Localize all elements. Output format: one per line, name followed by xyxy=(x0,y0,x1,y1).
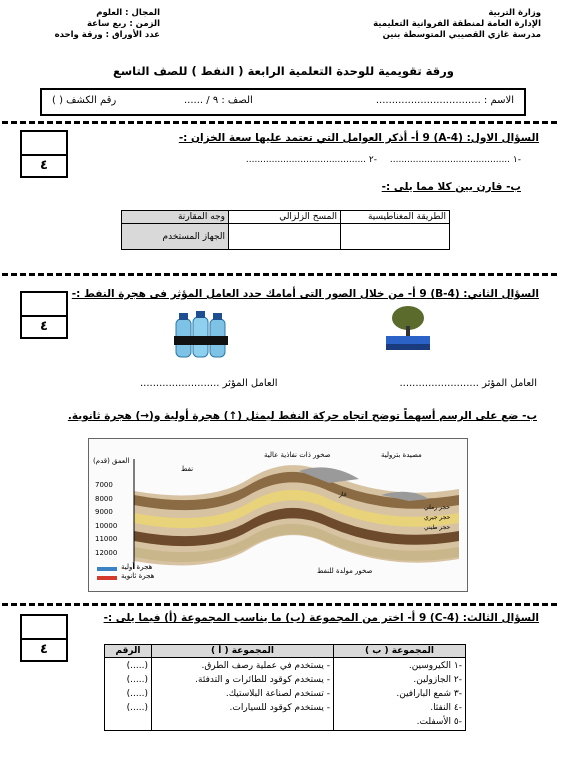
q1-score-value: ٤ xyxy=(40,158,48,173)
legend-primary-label: هجرة أولية xyxy=(121,563,153,571)
q2-score-box xyxy=(20,291,68,339)
group-a-item: - تستخدم لصناعة البلاستيك. xyxy=(225,689,330,699)
q1-part-b: ب- قارن بين كلا مما يلى :- xyxy=(381,181,521,193)
label-cap-rock: صخور ذات نفاذية عالية xyxy=(264,451,331,459)
q3-heading: السؤال الثالث: (C-4) 9 أ- اختر من المجموعة (ب) ما يناسب المجموعة (أ) فيما يلى :- xyxy=(103,612,539,624)
group-b-item: -١ الكيروسين. xyxy=(408,661,462,671)
sediment-pressure-image xyxy=(384,304,432,354)
table-cell-answer[interactable] xyxy=(229,224,341,250)
student-name-field[interactable]: الاسم : ................................. xyxy=(375,95,514,106)
q3-score-box xyxy=(20,614,68,662)
q1-score-box xyxy=(20,130,68,178)
group-a-item: - يستخدم كوقود للطائرات و التدفئة. xyxy=(195,675,330,685)
q2-score-value: ٤ xyxy=(40,319,48,334)
header-left xyxy=(30,8,160,41)
q1-heading: السؤال الاول: (A-4) 9 أ- أذكر العوامل التي تعتمد عليها سعة الخزان :- xyxy=(178,132,539,144)
label-source-rock: صخور مولدة للنفط xyxy=(317,567,373,575)
group-a-text: تستخدم لصناعة البلاستيك. xyxy=(225,689,324,699)
group-a-text: يستخدم في عملية رصف الطرق. xyxy=(201,661,324,671)
depth-tick: 12000 xyxy=(95,548,118,557)
q1-answer-line-1[interactable]: -١ .......................................... xyxy=(389,155,521,165)
table-header: المسح الزلزالي xyxy=(229,211,341,224)
label-oil: نفط xyxy=(181,465,194,473)
label-trap: مصيدة بترولية xyxy=(381,451,422,459)
page-title: ورقة تقويمية للوحدة التعلمية الرابعة ( النفط ) للصف التاسع xyxy=(113,64,454,78)
student-class-field[interactable]: الصف : ٩ / ...... xyxy=(184,95,253,106)
number-column xyxy=(105,658,152,731)
label-gas: غاز xyxy=(339,491,347,498)
depth-tick: 10000 xyxy=(95,521,118,530)
table-cell-answer[interactable] xyxy=(341,224,450,250)
table-header: الرقم xyxy=(105,645,152,658)
label-sandstone: حجر رملي xyxy=(424,504,450,511)
comparison-table xyxy=(121,210,450,250)
header-right-line: مدرسة غازي القصيبي المتوسطة بنين xyxy=(382,30,541,40)
table-header: الطريقة المغناطيسية xyxy=(341,211,450,224)
label-shale: حجر طيني xyxy=(424,524,451,531)
group-b-item: -٣ شمع البارافين. xyxy=(396,689,462,699)
group-b-column xyxy=(334,658,466,731)
group-a-item: - يستخدم في عملية رصف الطرق. xyxy=(201,661,330,671)
table-header: المجموعة ( ب ) xyxy=(334,645,466,658)
student-info-box xyxy=(40,88,526,116)
header-left-line: الزمن : ربع ساعة xyxy=(87,19,160,29)
q2-heading: السؤال الثاني: (B-4) 9 أ- من خلال الصور التى أمامك حدد العامل المؤثر فى هجرة النفط :- xyxy=(71,288,539,300)
legend-secondary-arrow xyxy=(97,576,117,580)
header-right-line: وزارة التربية xyxy=(488,8,541,18)
group-a-text: يستخدم كوقود للسيارات. xyxy=(229,703,324,713)
depth-axis-label: العمق (قدم) xyxy=(93,457,130,465)
table-header: المجموعة ( أ ) xyxy=(152,645,334,658)
depth-tick: 11000 xyxy=(95,535,118,543)
depth-tick: 7000 xyxy=(95,481,113,489)
group-a-item: - يستخدم كوقود للسيارات. xyxy=(229,703,330,713)
label-limestone: حجر جيري xyxy=(424,514,451,521)
legend-secondary-label: هجرة ثانوية xyxy=(121,572,155,580)
group-b-item: -٤ النفثا. xyxy=(430,703,462,713)
table-row-label: الجهاز المستخدم xyxy=(122,224,229,250)
group-b-item: -٥ الأسفلت. xyxy=(416,717,462,727)
table-header: وجه المقارنة xyxy=(122,211,229,224)
section-divider xyxy=(2,121,557,124)
oil-migration-diagram[interactable] xyxy=(88,438,468,592)
header-right xyxy=(321,8,541,41)
rock-type-labels xyxy=(424,503,450,533)
legend-primary-arrow xyxy=(97,567,117,571)
header-right-line: الإدارة العامة لمنطقة الفروانية التعليمية xyxy=(373,19,541,29)
answer-slot[interactable]: (.....) xyxy=(126,703,148,713)
depth-tick: 8000 xyxy=(95,494,113,503)
section-divider xyxy=(2,603,557,606)
section-divider xyxy=(2,273,557,276)
q3-score-blank[interactable] xyxy=(22,616,66,640)
q1-answer-line-2[interactable]: -٢ .......................................... xyxy=(245,155,377,165)
depth-tick: 9000 xyxy=(95,508,113,516)
answer-slot[interactable]: (.....) xyxy=(126,661,148,671)
factor-answer-left[interactable]: العامل المؤثر ......................... xyxy=(140,378,278,389)
group-a-text: يستخدم كوقود للطائرات و التدفئة. xyxy=(195,675,324,685)
depth-labels xyxy=(95,479,117,560)
group-a-column xyxy=(152,658,334,731)
student-roll-field[interactable]: رقم الكشف ( ) xyxy=(52,95,117,106)
matching-table xyxy=(104,644,466,731)
header-left-line: المجال : العلوم xyxy=(96,8,160,18)
q1-score-blank[interactable] xyxy=(22,132,66,156)
q3-score-value: ٤ xyxy=(40,642,48,657)
q2-score-blank[interactable] xyxy=(22,293,66,317)
header-left-line: عدد الأوراق : ورقة واحده xyxy=(54,30,160,40)
answer-slot[interactable]: (.....) xyxy=(126,689,148,699)
q2-part-b: ب- ضع على الرسم أسهماً توضح اتجاه حركة النفط ليمثل (↑) هجرة أولية و(→) هجرة ثانوية. xyxy=(67,410,537,422)
factor-answer-right[interactable]: العامل المؤثر ......................... xyxy=(399,378,537,389)
group-b-item: -٢ الجازولين. xyxy=(413,675,462,685)
answer-slot[interactable]: (.....) xyxy=(126,675,148,685)
water-bottles-image xyxy=(172,309,230,361)
